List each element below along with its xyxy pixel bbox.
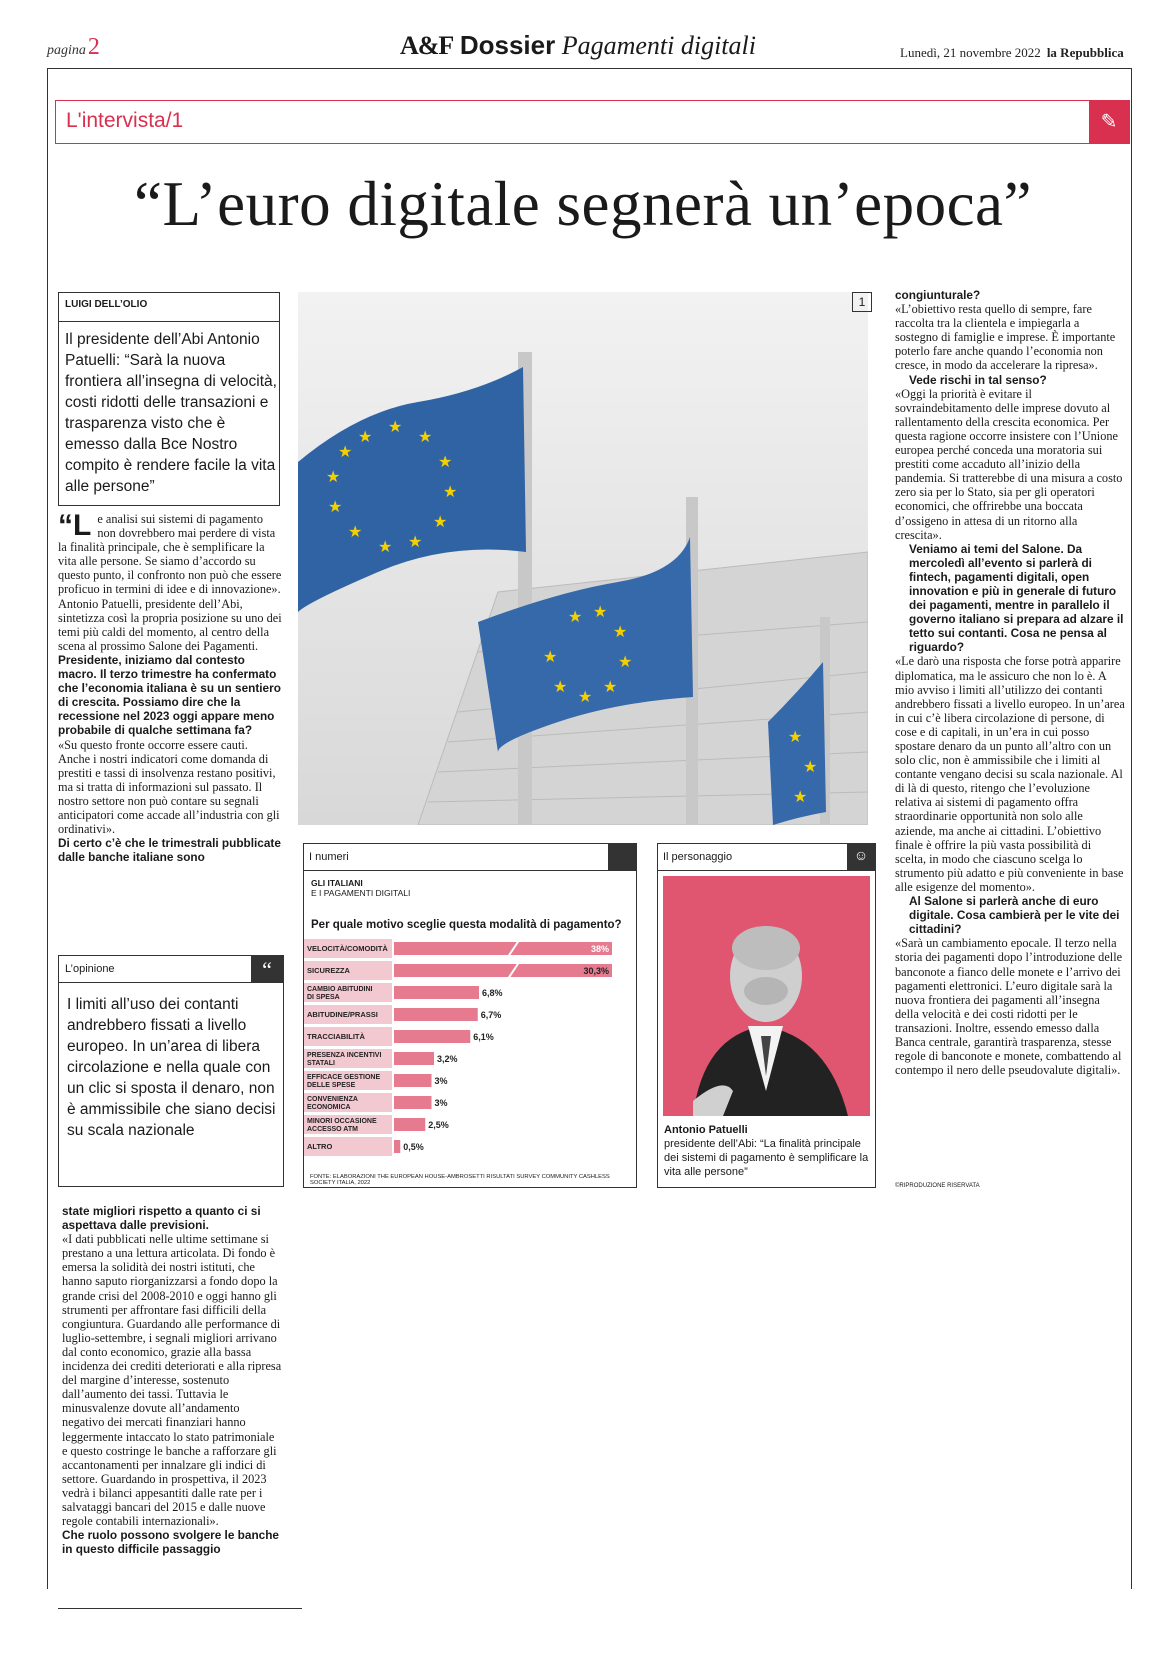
- category-label: STATALI: [307, 1060, 335, 1067]
- answer: «Su questo fronte occorre essere cauti. Anche i nostri indicatori come domanda di prestiti e tassi di insolvenza restano positivi, ma si tratta di informazioni sul passato. Il nostro settore non può contare su segnali anticipatori come accade all’industria con gli ordinativi».: [58, 737, 280, 837]
- category-label: CAMBIO ABITUDINI: [307, 986, 373, 993]
- svg-text:★: ★: [618, 652, 633, 671]
- svg-text:★: ★: [433, 512, 448, 531]
- portrait-photo: [663, 876, 870, 1116]
- svg-text:★: ★: [338, 442, 353, 461]
- section-brand: A&F: [400, 31, 454, 60]
- category-label: DELLE SPESE: [307, 1082, 356, 1089]
- category-label: EFFICACE GESTIONE: [307, 1074, 381, 1081]
- svg-text:★: ★: [553, 677, 568, 696]
- personaggio-box: [657, 843, 876, 1188]
- category-label: MINORI OCCASIONE: [307, 1118, 377, 1125]
- value-label: 3%: [434, 1076, 448, 1086]
- pen-icon: ✎: [1089, 101, 1129, 143]
- personaggio-name: Antonio Patuelli: [664, 1124, 748, 1136]
- summary-text: Il presidente dell’Abi Antonio Patuelli: “Sarà la nuova frontiera all’insegna di velocità, costi ridotti delle transazioni e trasparenza visto che è emesso dalla Bce Nostro compito è rendere facile la vita alle persone”: [65, 331, 277, 495]
- svg-text:★: ★: [793, 787, 808, 806]
- question: Che ruolo possono svolgere le banche in questo difficile passaggio: [62, 1528, 279, 1557]
- rubric-bar: [55, 100, 1130, 144]
- svg-text:★: ★: [543, 647, 558, 666]
- section-topic: Pagamenti digitali: [561, 31, 756, 60]
- svg-text:★: ★: [578, 687, 593, 706]
- bar: [394, 942, 612, 955]
- face-icon: ☺: [847, 844, 875, 870]
- value-label: 3,2%: [437, 1054, 458, 1064]
- author-name: LUIGI DELL’OLIO: [65, 299, 148, 310]
- chart-svg: [304, 936, 636, 1171]
- bar: [394, 1030, 470, 1043]
- category-label: ECONOMICA: [307, 1104, 351, 1111]
- svg-text:★: ★: [378, 537, 393, 556]
- personaggio-title: Il personaggio: [663, 851, 733, 863]
- opinion-box: [58, 955, 284, 1187]
- svg-text:★: ★: [408, 532, 423, 551]
- article-intro: e analisi sui sistemi di pagamento non dovrebbero mai perdere di vista la finalità principale, che è semplificare la vita alle persone. Se siamo d’accordo su questo punto, il confronto non può che essere proficuo in termini di idee e di innovazione». Antonio Patuelli, presidente dell’Abi, sintetizza così la propria posizione su uno dei temi più caldi del momento, al centro della scena al prossimo Salone dei Pagamenti.: [58, 512, 282, 653]
- newspaper-name: la Repubblica: [1046, 45, 1124, 60]
- question: Veniamo ai temi del Salone. Da mercoledì all’evento si parlerà di fintech, pagamenti digitali, open innovation e più in generale di futuro dei pagamenti, mentre in parallelo il governo italiano si prepara ad alzare il tetto sui contanti. Cosa ne pensa al riguardo?: [909, 541, 1124, 655]
- personaggio-caption: Antonio Patuelli presidente dell’Abi: “La finalità principale dei sistemi di pagamento è semplificare la vita alle persone”: [664, 1124, 869, 1178]
- numbers-title: I numeri: [309, 851, 349, 863]
- eu-flags-photo: [298, 292, 868, 825]
- value-label: 0,5%: [403, 1142, 424, 1152]
- article-col-3: [895, 288, 1125, 1077]
- dropcap: “L: [58, 509, 92, 542]
- headline: “L’euro digitale segnerà un’epoca”: [134, 169, 1032, 239]
- value-label: 30,3%: [583, 966, 609, 976]
- bar: [394, 1140, 400, 1153]
- svg-text:★: ★: [326, 467, 341, 486]
- question: Al Salone si parlerà anche di euro digitale. Cosa cambierà per le vite dei cittadini?: [909, 894, 1120, 937]
- opinion-text: I limiti all’uso dei contanti andrebbero fissati a livello europeo. In un’area di libera circolazione e nella quale con un clic si sposta il denaro, non è ammissibile che siano decisi su scala nazionale: [67, 996, 276, 1139]
- svg-text:★: ★: [328, 497, 343, 516]
- answer: «Oggi la priorità è evitare il sovraindebitamento delle imprese dovuto al rallentamento della crescita economica. Per questa ragione occorre insistere con l’Unione europea perché conceda una moratoria sui prestiti come accaduto all’inizio della pandemia. Si tratterebbe di una misura a costo zero sia per lo Stato, sia per gli operatori economici, che offrirebbe una boccata d’ossigeno in attesa di un ritorno alla crescita».: [895, 386, 1123, 542]
- value-label: 6,1%: [473, 1032, 494, 1042]
- bar: [394, 964, 612, 977]
- article-col-2: [62, 1204, 282, 1556]
- answer: «Sarà un cambiamento epocale. Il terzo nella storia dei pagamenti dopo l’introduzione delle banconote a fianco delle monete e l’arrivo dei pagamenti elettronici. L’euro digitale sarà la nuova frontiera dei pagamenti all’insegna della velocità e dei costi ridotti per le transazioni. Inoltre, essendo emesso dalla Banca centrale, garantirà trasparenza, stesse regole di banconote e monete, combattendo al contempo il nero delle pseudovalute digitali».: [895, 936, 1123, 1078]
- section-name: Dossier: [459, 30, 556, 60]
- question-end: congiunturale?: [895, 288, 981, 302]
- svg-text:★: ★: [443, 482, 458, 501]
- value-label: 6,8%: [482, 988, 503, 998]
- bar: [394, 1008, 478, 1021]
- category-label: ABITUDINE/PRASSI: [307, 1010, 378, 1019]
- question: Di certo c’è che le trimestrali pubblicate dalle banche italiane sono: [58, 836, 281, 865]
- category-label: VELOCITÀ/COMODITÀ: [307, 944, 388, 953]
- svg-text:★: ★: [593, 602, 608, 621]
- svg-text:★: ★: [388, 417, 403, 436]
- svg-text:★: ★: [438, 452, 453, 471]
- value-label: 3%: [434, 1098, 448, 1108]
- svg-text:★: ★: [568, 607, 583, 626]
- opinion-title: L’opinione: [65, 963, 115, 975]
- issue-date: Lunedì, 21 novembre 2022 la Repubblica: [900, 45, 1124, 60]
- answer: «L’obiettivo resta quello di sempre, fare raccolta tra la clientela e impiegarla a sostegno di famiglie e imprese. È importante poterlo fare anche quando l’economia non cresce, in modo da accelerare la ripresa».: [895, 302, 1116, 373]
- question: Vede rischi in tal senso?: [909, 372, 1047, 387]
- question-end: state migliori rispetto a quanto ci si aspettava dalle previsioni.: [62, 1204, 261, 1233]
- answer: «Le darò una risposta che forse potrà apparire diplomatica, ma le assicuro che non lo è. A mio avviso i limiti all’utilizzo dei contanti andrebbero fissati a livello europeo. In un’area in cui c’è libera circolazione di persone, di cose e di capitali, in un’era in cui posso spostare denaro da un punto all’altro con un solo clic, non è ammissibile che i limiti al contante vengano decisi su scala nazionale. Al di là di questo, ritengo che l’evoluzione relativa ai sistemi di pagamento offra straordinarie opportunità non solo alle aziende, ma anche ai cittadini. L’obiettivo finale è offrire la più vasta possibilità di scelta, in modo che ciascuno scelga lo strumento più adatto e più conveniente in base alle esigenze del momento».: [895, 654, 1125, 894]
- summary-box: [58, 292, 280, 506]
- category-label: DI SPESA: [307, 994, 340, 1001]
- bar: [394, 1074, 432, 1087]
- svg-text:★: ★: [803, 757, 818, 776]
- bar: [394, 986, 479, 999]
- category-label: SICUREZZA: [307, 966, 350, 975]
- svg-text:★: ★: [348, 522, 363, 541]
- value-label: 6,7%: [480, 1010, 502, 1020]
- numbers-box: [303, 843, 637, 1188]
- value-label: 2,5%: [428, 1120, 449, 1130]
- copyright-note: ©RIPRODUZIONE RISERVATA: [895, 1183, 980, 1189]
- chart-source: FONTE: ELABORAZIONI THE EUROPEAN HOUSE-AMBROSETTI RISULTATI SURVEY COMMUNITY CASHLESS SOCIETY ITALIA, 2022: [310, 1174, 610, 1186]
- category-label: ALTRO: [307, 1142, 333, 1151]
- svg-text:★: ★: [788, 727, 803, 746]
- svg-text:★: ★: [358, 427, 373, 446]
- category-label: ACCESSO ATM: [307, 1126, 358, 1133]
- svg-text:★: ★: [613, 622, 628, 641]
- divider: [58, 1608, 302, 1609]
- page-number: pagina2: [47, 34, 100, 60]
- rubric-label: L'intervista/1: [66, 109, 184, 132]
- photo-number: 1: [852, 292, 872, 312]
- question: Presidente, iniziamo dal contesto macro. Il terzo trimestre ha confermato che l’economia italiana è su un sentiero di crescita. Possiamo dire che la recessione nel 2023 oggi appare meno probabile di qualche settimana fa?: [58, 652, 281, 738]
- bar: [394, 1052, 434, 1065]
- bar: [394, 1118, 425, 1131]
- bar-chart-icon: [608, 844, 636, 870]
- answer: «I dati pubblicati nelle ultime settimane si prestano a una lettura articolata. Di fondo è emersa la solidità dei nostri istituti, che hanno saputo riorganizzarsi a fondo dopo la grande crisi del 2008-2010 e oggi hanno gli strumenti per affrontare fasi difficili della congiuntura. Guardando alle performance di luglio-settembre, i segnali migliori arrivano dal conto economico, grazie alla bassa incidenza dei crediti deteriorati e alla ripresa del margine d’interesse, sostenuto dall’aumento dei tassi. Tuttavia le minusvalenze dovute all’andamento negativo dei mercati finanziari hanno leggermente intaccato lo stato patrimoniale e questo costringe le banche a rafforzare gli accantonamenti per innalzare gli indici di settore. Guardando in prospettiva, il 2023 vedrà i bilanci appesantiti dalle rate per i salvataggi bancari del 2015 e dalle nuove regole contabili internazionali».: [62, 1232, 282, 1529]
- chart-question: Per quale motivo sceglie questa modalità di pagamento?: [311, 919, 622, 931]
- svg-text:★: ★: [418, 427, 433, 446]
- bar: [394, 1096, 432, 1109]
- quote-icon: “: [251, 956, 283, 982]
- category-label: CONVENIENZA: [307, 1096, 358, 1103]
- numbers-subtitle: GLI ITALIANI E I PAGAMENTI DIGITALI: [311, 878, 411, 898]
- section-header: [400, 30, 756, 61]
- category-label: PRESENZA INCENTIVI: [307, 1052, 382, 1059]
- value-label: 38%: [590, 944, 609, 954]
- article-col-1: [58, 509, 282, 865]
- svg-text:★: ★: [603, 677, 618, 696]
- category-label: TRACCIABILITÀ: [307, 1032, 365, 1041]
